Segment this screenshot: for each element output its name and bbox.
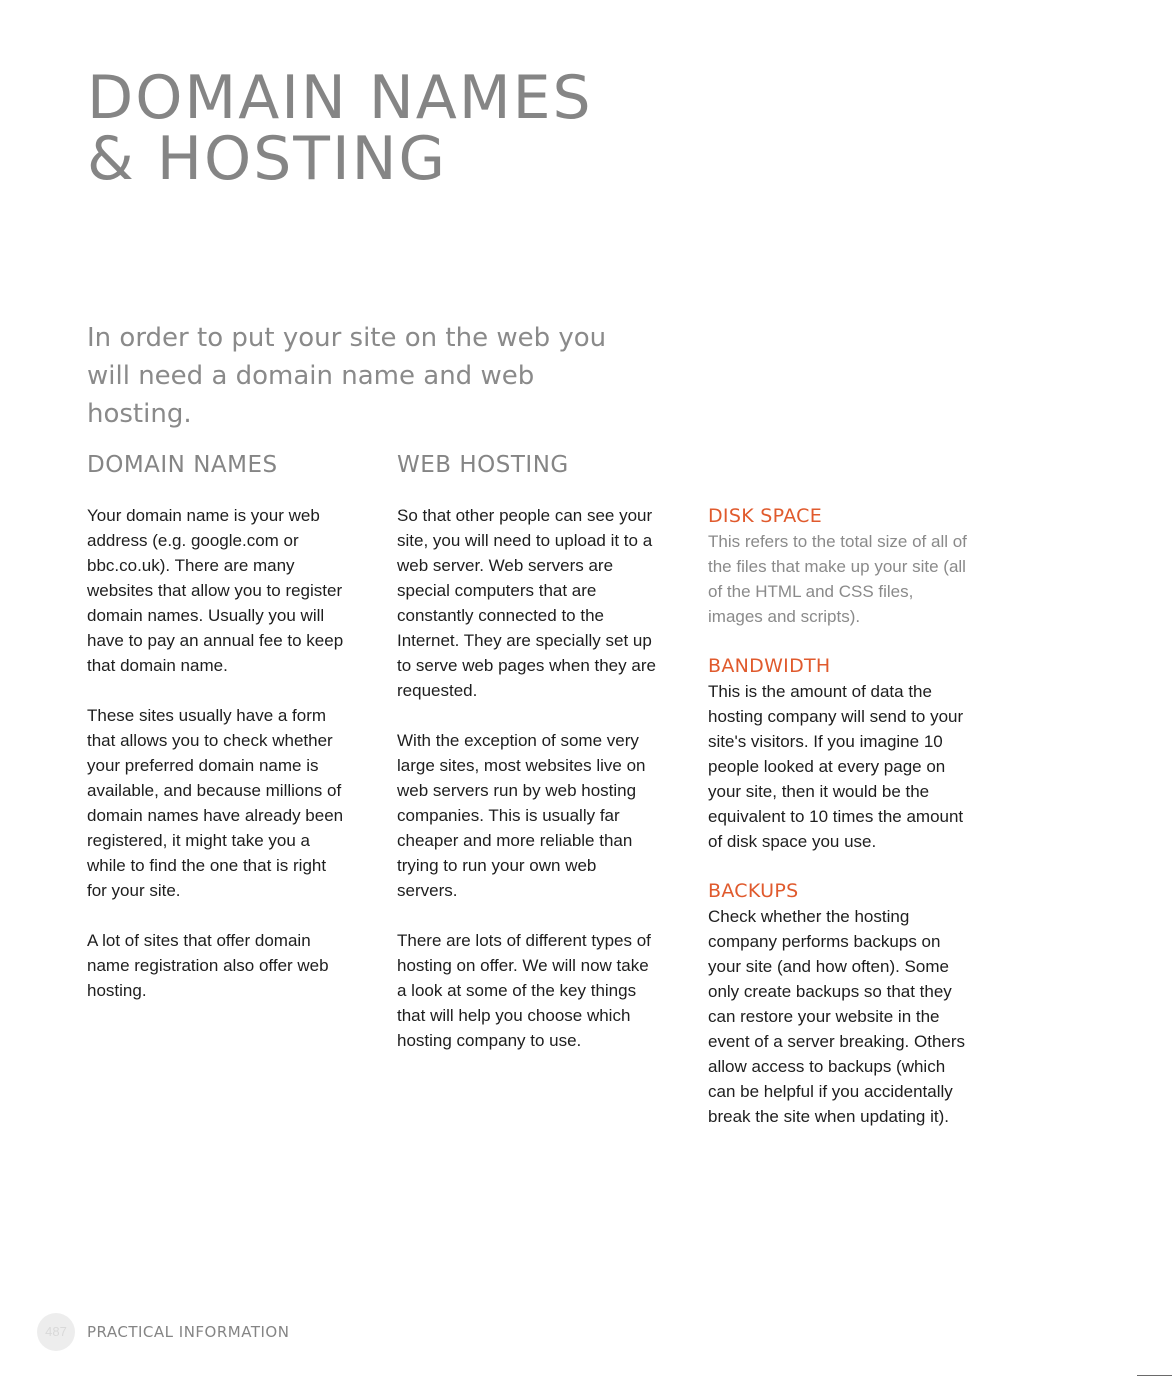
page-title — [87, 63, 593, 194]
backups-block — [708, 879, 970, 1129]
footer-section-label: PRACTICAL INFORMATION — [87, 1323, 290, 1341]
domain-names-paragraph: Your domain name is your web address (e.g. google.com or bbc.co.uk). There are many websites that allow you to register domain names. Usually you will have to pay an annual fee to keep that domain name. — [87, 506, 344, 675]
bandwidth-text: This is the amount of data the hosting company will send to your site's visitors. If you imagine 10 people looked at every page on your site, then it would be the equivalent to 10 times the amount of disk space you use. — [708, 682, 964, 851]
web-hosting-heading: WEB HOSTING — [397, 452, 569, 478]
bandwidth-block — [708, 654, 970, 854]
domain-names-paragraph: A lot of sites that offer domain name registration also offer web hosting. — [87, 931, 329, 1000]
bandwidth-heading: BANDWIDTH — [708, 655, 831, 677]
backups-heading: BACKUPS — [708, 880, 799, 902]
corner-divider — [1137, 1375, 1172, 1376]
domain-names-heading: DOMAIN NAMES — [87, 452, 278, 478]
disk-space-heading: DISK SPACE — [708, 505, 823, 527]
intro-text: In order to put your site on the web you will need a domain name and web hosting. — [87, 323, 607, 429]
domain-names-paragraph: These sites usually have a form that allows you to check whether your preferred domain name is available, and because millions of domain names have already been registered, it might take you a while to find the one that is right for your site. — [87, 706, 344, 900]
page-title-line-2: & HOSTING — [87, 124, 448, 194]
disk-space-block — [708, 504, 970, 629]
backups-text: Check whether the hosting company performs backups on your site (and how often). Some only create backups so that they can restore your website in the event of a server breaking. Others allow access to backups (which can be helpful if you accidentally break the site when updating it). — [708, 907, 966, 1126]
domain-names-column — [87, 450, 349, 1028]
web-hosting-paragraph: With the exception of some very large sites, most websites live on web servers run by web hosting companies. This is usually far cheaper and more reliable than trying to run your own web servers. — [397, 731, 646, 900]
web-hosting-column — [397, 450, 659, 1078]
page-number-badge: 487 — [37, 1313, 75, 1351]
hosting-terms-column — [708, 504, 970, 1154]
disk-space-text: This refers to the total size of all of the files that make up your site (all of the HTML and CSS files, images and scripts). — [708, 532, 967, 626]
page-title-line-1: DOMAIN NAMES — [87, 63, 593, 133]
web-hosting-paragraph: There are lots of different types of hosting on offer. We will now take a look at some of the key things that will help you choose which hosting company to use. — [397, 931, 651, 1050]
web-hosting-paragraph: So that other people can see your site, you will need to upload it to a web server. Web servers are special computers that are constantly connected to the Internet. They are specially set up to serve web pages when they are requested. — [397, 506, 656, 700]
